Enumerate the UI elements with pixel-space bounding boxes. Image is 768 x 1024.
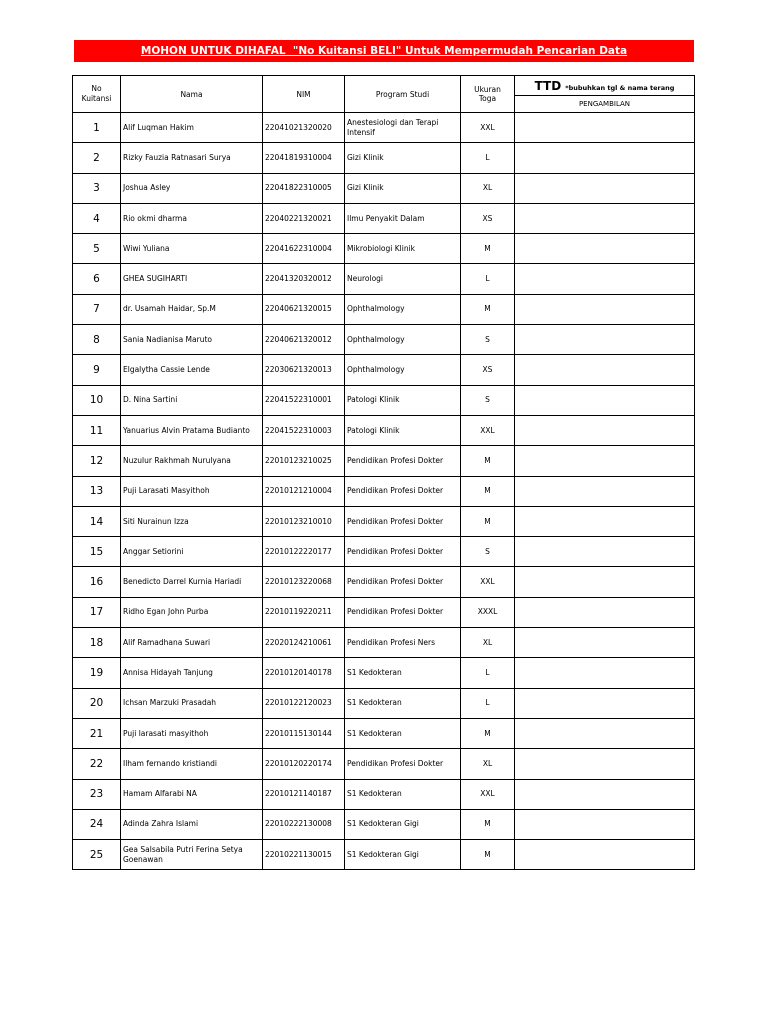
cell-ttd-pengambilan[interactable] (515, 415, 695, 445)
cell-nama: Puji Larasati Masyithoh (121, 476, 263, 506)
cell-nama: Alif Luqman Hakim (121, 113, 263, 143)
cell-program-studi: Pendidikan Profesi Dokter (345, 537, 461, 567)
cell-nim: 22041819310004 (263, 143, 345, 173)
cell-program-studi: S1 Kedokteran (345, 658, 461, 688)
cell-ttd-pengambilan[interactable] (515, 264, 695, 294)
ttd-note: *bubuhkan tgl & nama terang (565, 83, 675, 92)
cell-ttd-pengambilan[interactable] (515, 628, 695, 658)
cell-ttd-pengambilan[interactable] (515, 355, 695, 385)
cell-ttd-pengambilan[interactable] (515, 325, 695, 355)
table-row (73, 688, 695, 718)
cell-nama: Siti Nurainun Izza (121, 506, 263, 536)
cell-ttd-pengambilan[interactable] (515, 203, 695, 233)
cell-ukuran-toga: S (461, 385, 515, 415)
cell-ukuran-toga: XS (461, 203, 515, 233)
table-row (73, 840, 695, 870)
cell-nim: 22010121210004 (263, 476, 345, 506)
cell-nama: Ridho Egan John Purba (121, 597, 263, 627)
header-program-studi: Program Studi (345, 76, 461, 113)
cell-ttd-pengambilan[interactable] (515, 779, 695, 809)
table-body (73, 113, 695, 870)
cell-nama: dr. Usamah Haidar, Sp.M (121, 294, 263, 324)
cell-ukuran-toga: XL (461, 173, 515, 203)
cell-ttd-pengambilan[interactable] (515, 294, 695, 324)
cell-ukuran-toga: XL (461, 628, 515, 658)
cell-program-studi: Gizi Klinik (345, 143, 461, 173)
cell-nim: 22041822310005 (263, 173, 345, 203)
table-row (73, 749, 695, 779)
cell-nama: Wiwi Yuliana (121, 234, 263, 264)
cell-no-kuitansi: 13 (73, 476, 121, 506)
cell-ukuran-toga: M (461, 294, 515, 324)
cell-ttd-pengambilan[interactable] (515, 234, 695, 264)
cell-no-kuitansi: 21 (73, 718, 121, 748)
cell-nama: Alif Ramadhana Suwari (121, 628, 263, 658)
cell-ukuran-toga: M (461, 234, 515, 264)
table-row (73, 173, 695, 203)
cell-ukuran-toga: XXL (461, 415, 515, 445)
table-row (73, 506, 695, 536)
table-row (73, 113, 695, 143)
cell-no-kuitansi: 2 (73, 143, 121, 173)
cell-program-studi: Neurologi (345, 264, 461, 294)
cell-no-kuitansi: 17 (73, 597, 121, 627)
cell-ukuran-toga: S (461, 325, 515, 355)
cell-nim: 22041622310004 (263, 234, 345, 264)
cell-ttd-pengambilan[interactable] (515, 143, 695, 173)
cell-no-kuitansi: 14 (73, 506, 121, 536)
table-row (73, 355, 695, 385)
table-row (73, 809, 695, 839)
table-row (73, 325, 695, 355)
cell-ttd-pengambilan[interactable] (515, 749, 695, 779)
cell-nim: 22041522310003 (263, 415, 345, 445)
cell-program-studi: S1 Kedokteran (345, 688, 461, 718)
cell-nim: 22041320320012 (263, 264, 345, 294)
table-row (73, 264, 695, 294)
cell-nama: Anggar Setiorini (121, 537, 263, 567)
cell-ttd-pengambilan[interactable] (515, 809, 695, 839)
table-row (73, 385, 695, 415)
header-nim: NIM (263, 76, 345, 113)
cell-nim: 22040621320015 (263, 294, 345, 324)
cell-ukuran-toga: L (461, 264, 515, 294)
cell-ukuran-toga: XXL (461, 113, 515, 143)
header-ukuran-toga: Ukuran Toga (461, 76, 515, 113)
cell-no-kuitansi: 18 (73, 628, 121, 658)
cell-no-kuitansi: 20 (73, 688, 121, 718)
cell-ukuran-toga: M (461, 506, 515, 536)
cell-nim: 22010222130008 (263, 809, 345, 839)
table-row (73, 658, 695, 688)
cell-ukuran-toga: L (461, 688, 515, 718)
cell-ukuran-toga: M (461, 809, 515, 839)
ttd-label: TTD (534, 78, 562, 93)
cell-ttd-pengambilan[interactable] (515, 113, 695, 143)
table-row (73, 415, 695, 445)
cell-ttd-pengambilan[interactable] (515, 718, 695, 748)
cell-program-studi: Pendidikan Profesi Dokter (345, 597, 461, 627)
cell-nama: Nuzulur Rakhmah Nurulyana (121, 446, 263, 476)
cell-nama: Adinda Zahra Islami (121, 809, 263, 839)
cell-no-kuitansi: 15 (73, 537, 121, 567)
cell-program-studi: Pendidikan Profesi Dokter (345, 567, 461, 597)
header-nama: Nama (121, 76, 263, 113)
cell-program-studi: Pendidikan Profesi Ners (345, 628, 461, 658)
cell-no-kuitansi: 3 (73, 173, 121, 203)
cell-nim: 22020124210061 (263, 628, 345, 658)
cell-no-kuitansi: 9 (73, 355, 121, 385)
cell-no-kuitansi: 10 (73, 385, 121, 415)
notice-banner-text: MOHON UNTUK DIHAFAL "No Kuitansi BELI" Untuk Mempermudah Pencarian Data (140, 45, 628, 57)
cell-nim: 22041522310001 (263, 385, 345, 415)
cell-ttd-pengambilan[interactable] (515, 567, 695, 597)
cell-no-kuitansi: 25 (73, 840, 121, 870)
cell-ukuran-toga: L (461, 658, 515, 688)
cell-program-studi: Mikrobiologi Klinik (345, 234, 461, 264)
cell-ukuran-toga: L (461, 143, 515, 173)
cell-program-studi: Pendidikan Profesi Dokter (345, 476, 461, 506)
cell-ukuran-toga: XL (461, 749, 515, 779)
cell-no-kuitansi: 11 (73, 415, 121, 445)
table-row (73, 779, 695, 809)
cell-no-kuitansi: 4 (73, 203, 121, 233)
cell-nama: Rizky Fauzia Ratnasari Surya (121, 143, 263, 173)
table-row (73, 567, 695, 597)
cell-nim: 22030621320013 (263, 355, 345, 385)
cell-program-studi: Pendidikan Profesi Dokter (345, 506, 461, 536)
cell-program-studi: Ilmu Penyakit Dalam (345, 203, 461, 233)
cell-nama: Puji larasati masyithoh (121, 718, 263, 748)
cell-ttd-pengambilan[interactable] (515, 840, 695, 870)
cell-ukuran-toga: M (461, 476, 515, 506)
cell-ttd-pengambilan[interactable] (515, 506, 695, 536)
cell-nim: 22010221130015 (263, 840, 345, 870)
cell-nim: 22010123210010 (263, 506, 345, 536)
cell-ukuran-toga: XXL (461, 567, 515, 597)
cell-nim: 22010122120023 (263, 688, 345, 718)
cell-nim: 22010120220174 (263, 749, 345, 779)
cell-nama: Benedicto Darrel Kurnia Hariadi (121, 567, 263, 597)
cell-no-kuitansi: 16 (73, 567, 121, 597)
cell-program-studi: S1 Kedokteran Gigi (345, 840, 461, 870)
toga-pickup-table (72, 75, 695, 870)
cell-ttd-pengambilan[interactable] (515, 688, 695, 718)
cell-ttd-pengambilan[interactable] (515, 537, 695, 567)
cell-program-studi: S1 Kedokteran (345, 779, 461, 809)
header-ttd (515, 76, 695, 96)
cell-ttd-pengambilan[interactable] (515, 658, 695, 688)
cell-nama: D. Nina Sartini (121, 385, 263, 415)
cell-nama: Annisa Hidayah Tanjung (121, 658, 263, 688)
cell-nama: Elgalytha Cassie Lende (121, 355, 263, 385)
cell-nama: Joshua Asley (121, 173, 263, 203)
cell-no-kuitansi: 19 (73, 658, 121, 688)
cell-program-studi: Patologi Klinik (345, 385, 461, 415)
cell-nim: 22010123210025 (263, 446, 345, 476)
cell-program-studi: Anestesiologi dan Terapi Intensif (345, 113, 461, 143)
cell-ttd-pengambilan[interactable] (515, 385, 695, 415)
cell-program-studi: Ophthalmology (345, 325, 461, 355)
cell-ttd-pengambilan[interactable] (515, 446, 695, 476)
cell-ukuran-toga: XS (461, 355, 515, 385)
notice-banner (74, 40, 694, 62)
cell-ttd-pengambilan[interactable] (515, 173, 695, 203)
cell-program-studi: Gizi Klinik (345, 173, 461, 203)
cell-ukuran-toga: XXL (461, 779, 515, 809)
cell-program-studi: Pendidikan Profesi Dokter (345, 749, 461, 779)
cell-program-studi: S1 Kedokteran Gigi (345, 809, 461, 839)
cell-nim: 22040621320012 (263, 325, 345, 355)
cell-no-kuitansi: 1 (73, 113, 121, 143)
cell-no-kuitansi: 6 (73, 264, 121, 294)
cell-no-kuitansi: 8 (73, 325, 121, 355)
cell-ttd-pengambilan[interactable] (515, 476, 695, 506)
cell-nama: Ichsan Marzuki Prasadah (121, 688, 263, 718)
table-row (73, 234, 695, 264)
table-row (73, 476, 695, 506)
cell-ukuran-toga: M (461, 446, 515, 476)
table-row (73, 537, 695, 567)
table-header (73, 76, 695, 113)
table-row (73, 294, 695, 324)
cell-nim: 22010119220211 (263, 597, 345, 627)
cell-nim: 22010121140187 (263, 779, 345, 809)
cell-no-kuitansi: 22 (73, 749, 121, 779)
table-row (73, 597, 695, 627)
table-row (73, 718, 695, 748)
cell-no-kuitansi: 24 (73, 809, 121, 839)
cell-nama: Gea Salsabila Putri Ferina Setya Goenawan (121, 840, 263, 870)
cell-nim: 22010120140178 (263, 658, 345, 688)
cell-ukuran-toga: M (461, 840, 515, 870)
cell-program-studi: Patologi Klinik (345, 415, 461, 445)
cell-nim: 22040221320021 (263, 203, 345, 233)
cell-nim: 22010123220068 (263, 567, 345, 597)
cell-ukuran-toga: M (461, 718, 515, 748)
cell-nim: 22010122220177 (263, 537, 345, 567)
cell-ukuran-toga: XXXL (461, 597, 515, 627)
cell-nama: Sania Nadianisa Maruto (121, 325, 263, 355)
cell-ttd-pengambilan[interactable] (515, 597, 695, 627)
cell-nim: 22010115130144 (263, 718, 345, 748)
cell-program-studi: S1 Kedokteran (345, 718, 461, 748)
cell-no-kuitansi: 23 (73, 779, 121, 809)
header-no-kuitansi: No Kuitansi (73, 76, 121, 113)
cell-nama: Yanuarius Alvin Pratama Budianto (121, 415, 263, 445)
cell-ukuran-toga: S (461, 537, 515, 567)
cell-program-studi: Pendidikan Profesi Dokter (345, 446, 461, 476)
table-row (73, 446, 695, 476)
table-row (73, 143, 695, 173)
cell-nama: Ilham fernando kristiandi (121, 749, 263, 779)
cell-program-studi: Ophthalmology (345, 294, 461, 324)
cell-no-kuitansi: 12 (73, 446, 121, 476)
cell-no-kuitansi: 5 (73, 234, 121, 264)
header-pengambilan: PENGAMBILAN (515, 96, 695, 113)
cell-nama: GHEA SUGIHARTI (121, 264, 263, 294)
table-row (73, 628, 695, 658)
table-row (73, 203, 695, 233)
cell-nim: 22041021320020 (263, 113, 345, 143)
cell-no-kuitansi: 7 (73, 294, 121, 324)
cell-program-studi: Ophthalmology (345, 355, 461, 385)
cell-nama: Hamam Alfarabi NA (121, 779, 263, 809)
cell-nama: Rio okmi dharma (121, 203, 263, 233)
